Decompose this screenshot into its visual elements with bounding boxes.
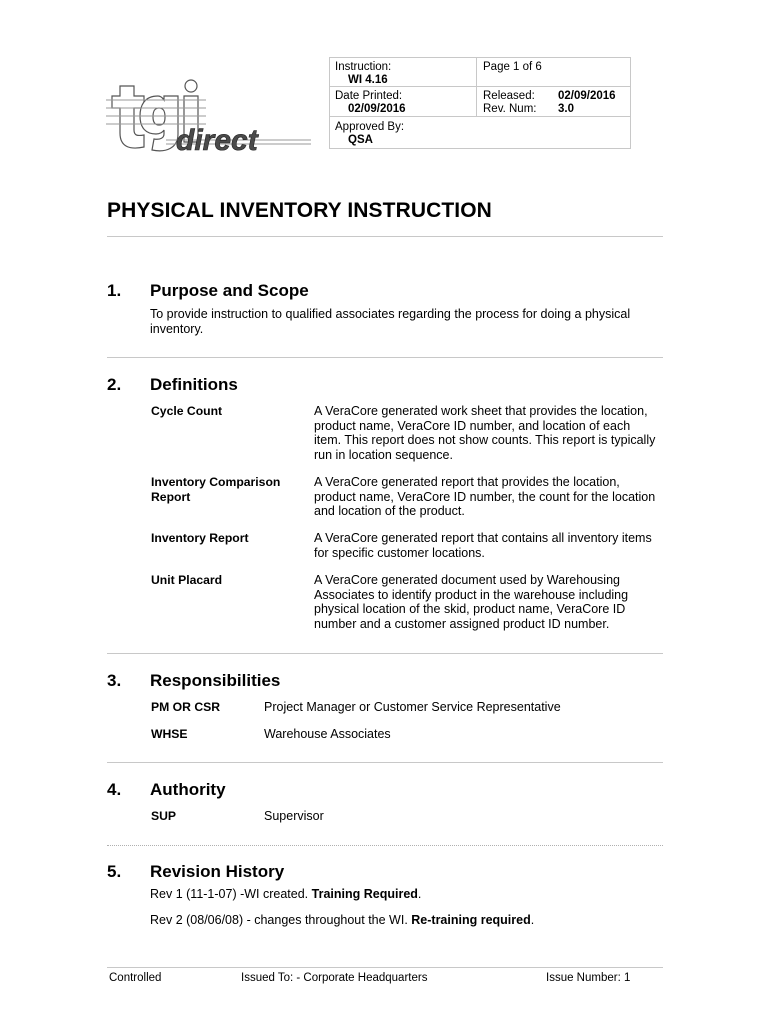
date-printed-value: 02/09/2016	[348, 103, 406, 115]
page-number: Page 1 of 6	[483, 61, 542, 73]
responsibility-desc: Project Manager or Customer Service Representative	[264, 700, 561, 714]
section-divider	[107, 845, 663, 846]
tgi-direct-logo-graphic	[106, 78, 316, 156]
instruction-value: WI 4.16	[348, 74, 388, 86]
section-5-title: Revision History	[150, 862, 285, 881]
section-divider	[107, 762, 663, 763]
definition-term: Unit Placard	[151, 573, 223, 587]
section-1-number: 1.	[107, 281, 122, 300]
released-label: Released:	[483, 90, 535, 102]
rev-num-label: Rev. Num:	[483, 103, 537, 115]
responsibility-term: PM OR CSR	[151, 700, 221, 714]
section-divider	[107, 357, 663, 358]
revision-entry-1: Rev 1 (11-1-07) -WI created. Training Required.	[150, 887, 422, 901]
responsibility-term: WHSE	[151, 727, 188, 741]
document-title: PHYSICAL INVENTORY INSTRUCTION	[107, 199, 492, 222]
responsibility-desc: Warehouse Associates	[264, 727, 391, 741]
approved-by-value: QSA	[348, 134, 373, 146]
section-3-number: 3.	[107, 671, 122, 690]
revision-entry-2: Rev 2 (08/06/08) - changes throughout the WI. Re-training required.	[150, 913, 535, 927]
section-5-number: 5.	[107, 862, 122, 881]
footer-issued-to: Issued To: - Corporate Headquarters	[241, 972, 428, 984]
section-1-title: Purpose and Scope	[150, 281, 309, 300]
rev-num-value: 3.0	[558, 103, 574, 115]
approved-by-label: Approved By:	[335, 121, 405, 133]
section-2-number: 2.	[107, 375, 122, 394]
section-divider	[107, 653, 663, 654]
title-divider	[107, 236, 663, 237]
company-logo	[106, 78, 316, 156]
definition-text: A VeraCore generated report that provides the location, product name, VeraCore ID number, the count for the location and location of the product.	[314, 475, 656, 519]
definition-term: Inventory Report	[151, 531, 249, 545]
definition-text: A VeraCore generated report that contains all inventory items for specific customer locations.	[314, 531, 652, 560]
footer-issue-number: Issue Number: 1	[546, 972, 631, 984]
authority-term: SUP	[151, 809, 177, 823]
date-printed-label: Date Printed:	[335, 90, 403, 102]
definition-text: A VeraCore generated document used by Warehousing Associates to identify product in the warehouse including physical location of the skid, product name, VeraCore ID number and a customer assigned product ID number.	[314, 573, 629, 631]
definition-text: A VeraCore generated work sheet that provides the location, product name, VeraCore ID number, and location of each item. This report does not show counts. This report is typically run in location sequence.	[314, 404, 656, 462]
instruction-label: Instruction:	[335, 61, 392, 73]
section-4-number: 4.	[107, 780, 122, 799]
released-value: 02/09/2016	[558, 90, 616, 102]
svg-text:direct: direct	[176, 124, 258, 156]
document-header-box	[329, 57, 631, 149]
purpose-text-line-1: To provide instruction to qualified associates regarding the process for doing a physical	[150, 307, 631, 321]
definition-term: Inventory Comparison Report	[151, 475, 281, 504]
section-2-title: Definitions	[150, 375, 238, 394]
section-3-title: Responsibilities	[150, 671, 281, 690]
footer-divider	[107, 967, 663, 968]
footer-controlled: Controlled	[109, 972, 162, 984]
authority-desc: Supervisor	[264, 809, 324, 823]
definition-term: Cycle Count	[151, 404, 223, 418]
purpose-text-line-2: inventory.	[150, 322, 204, 336]
section-4-title: Authority	[150, 780, 226, 799]
